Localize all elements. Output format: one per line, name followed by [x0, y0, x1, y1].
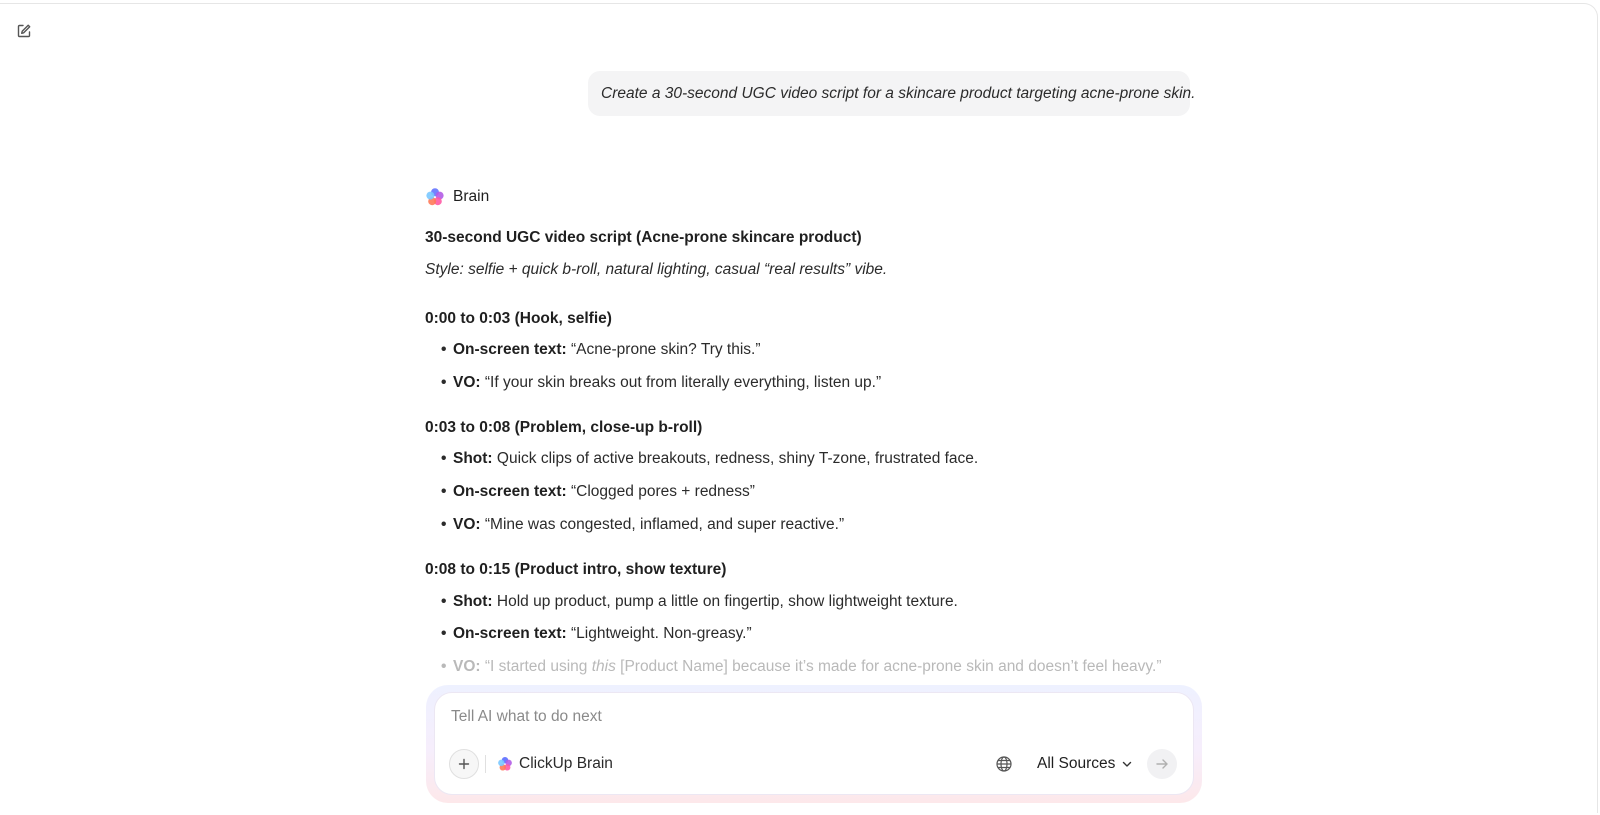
list-item: • Shot: Quick clips of active breakouts, redness, shiny T-zone, frustrated face.	[441, 450, 979, 467]
model-selector[interactable]	[497, 753, 613, 775]
list-item: • On-screen text: “Acne-prone skin? Try this.”	[441, 341, 761, 358]
assistant-response	[425, 186, 1205, 675]
script-title: 30-second UGC video script (Acne-prone skincare product)	[425, 229, 862, 246]
globe-icon[interactable]	[995, 755, 1013, 773]
prompt-input[interactable]	[451, 705, 1151, 729]
plus-icon	[458, 758, 470, 770]
new-chat-button[interactable]	[14, 21, 34, 41]
assistant-name: Brain	[453, 188, 490, 205]
section-heading: 0:08 to 0:15 (Product intro, show texture)	[425, 561, 727, 578]
send-button[interactable]	[1147, 749, 1177, 779]
list-item: • VO: “Mine was congested, inflamed, and super reactive.”	[441, 516, 845, 533]
list-item: • VO: “If your skin breaks out from literally everything, listen up.”	[441, 374, 882, 391]
add-attachment-button[interactable]	[449, 749, 479, 779]
sources-dropdown[interactable]	[1037, 753, 1133, 775]
sources-dropdown-label: All Sources	[1037, 755, 1116, 772]
composer-divider	[485, 755, 486, 773]
clickup-brain-flower-icon	[425, 187, 445, 207]
section-heading: 0:00 to 0:03 (Hook, selfie)	[425, 310, 612, 327]
edit-square-icon	[16, 23, 32, 39]
user-message-bubble	[588, 71, 1196, 116]
chevron-down-icon	[1121, 758, 1133, 770]
user-message-text: Create a 30-second UGC video script for a skincare product targeting acne-prone skin.	[601, 84, 1196, 102]
arrow-right-icon	[1155, 757, 1169, 771]
list-item: • VO: “I started using this [Product Name] because it’s made for acne-prone skin and doesn’t feel heavy.”	[441, 658, 1162, 675]
model-selector-label: ClickUp Brain	[519, 755, 613, 772]
list-item: • Shot: Hold up product, pump a little on fingertip, show lightweight texture.	[441, 593, 958, 610]
clickup-brain-flower-icon	[497, 756, 513, 772]
section-heading: 0:03 to 0:08 (Problem, close-up b-roll)	[425, 419, 703, 436]
composer	[434, 692, 1194, 795]
list-item: • On-screen text: “Lightweight. Non-greasy.”	[441, 625, 752, 642]
list-item: • On-screen text: “Clogged pores + redness”	[441, 483, 755, 500]
assistant-header	[425, 186, 1205, 208]
script-style-note: Style: selfie + quick b-roll, natural lighting, casual “real results” vibe.	[425, 261, 888, 278]
